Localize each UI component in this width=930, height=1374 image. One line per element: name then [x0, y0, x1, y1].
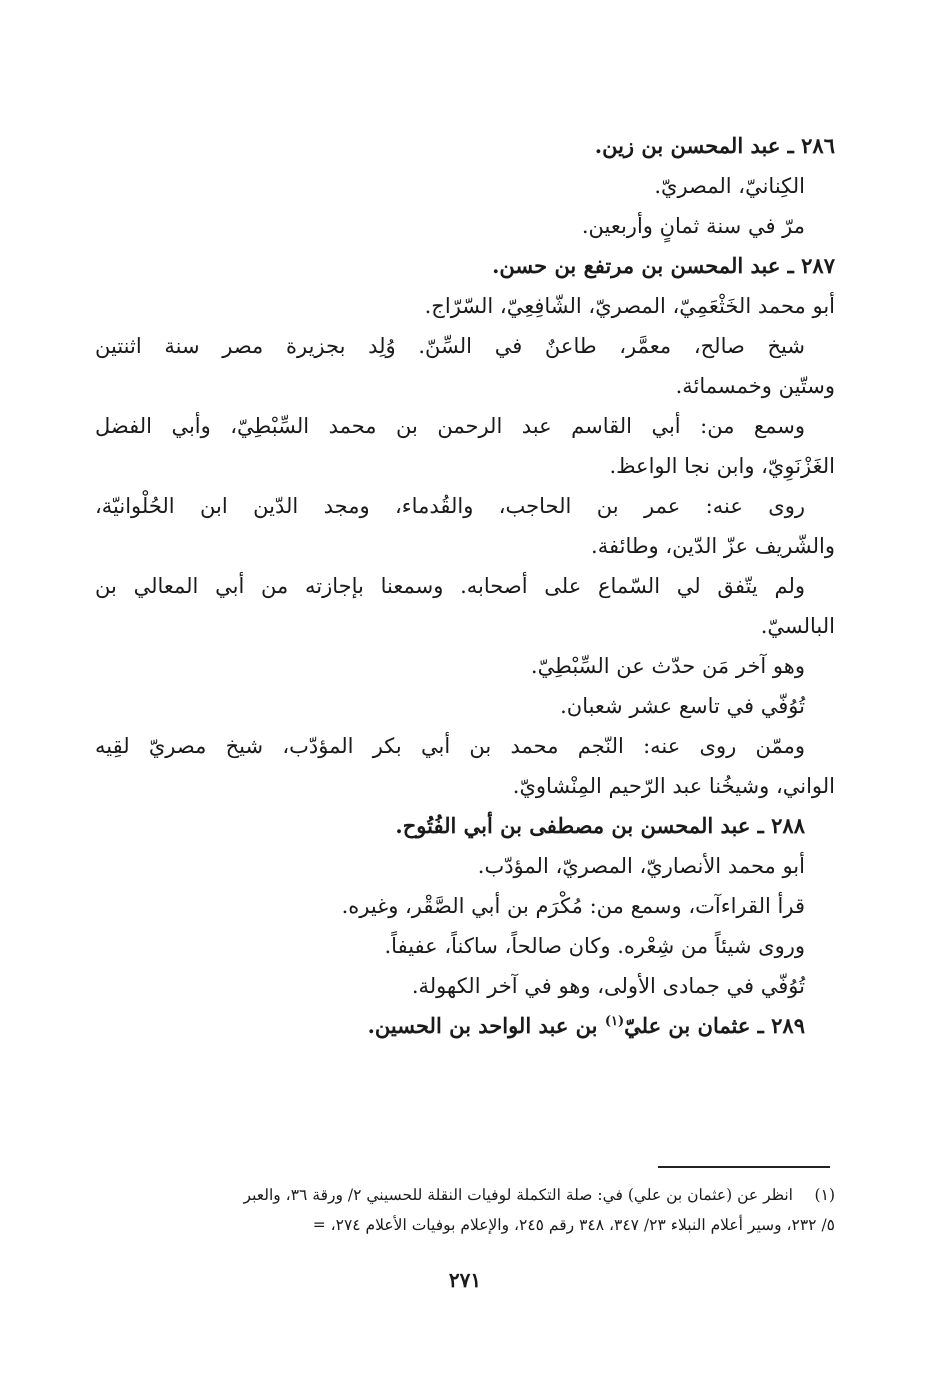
- text-line: أبو محمد الأنصاريّ، المصريّ، المؤدّب.: [477, 854, 805, 878]
- entry-286-heading: ٢٨٦ ـ عبد المحسن بن زين.: [594, 133, 835, 158]
- text-line: قرأ القراءآت، وسمع من: مُكْرَم بن أبي الصَّقْر، وغيره.: [341, 894, 805, 918]
- footnote-separator: [658, 1166, 830, 1168]
- text-line: شيخ صالح، معمَّر، طاعنٌ في السِّنّ. وُلِد بجزيرة مصر سنة اثنتين: [95, 334, 805, 358]
- footnotes: [95, 1180, 835, 1240]
- page-number: ٢٧١: [448, 1268, 482, 1292]
- footnote-line: [95, 1180, 835, 1210]
- entry-288-heading: ٢٨٨ ـ عبد المحسن بن مصطفى بن أبي الفُتُوح.: [395, 813, 805, 838]
- text-line: والشّريف عزّ الدّين، وطائفة.: [591, 534, 835, 558]
- footnote-text: انظر عن (عثمان بن علي) في: صلة التكملة لوفيات النقلة للحسيني ٢/ ورقة ٣٦، والعبر: [243, 1186, 793, 1204]
- text-line: أبو محمد الخَثْعَمِيّ، المصريّ، الشّافِعِيّ، السّرّاج.: [424, 294, 835, 318]
- text-line: مرّ في سنة ثمانٍ وأربعين.: [581, 214, 805, 238]
- text-line: وستّين وخمسمائة.: [675, 374, 835, 398]
- text-line: ولم يتّفق لي السّماع على أصحابه. وسمعنا بإجازته من أبي المعالي بن: [95, 574, 805, 598]
- text-line: روى عنه: عمر بن الحاجب، والقُدماء، ومجد الدّين ابن الحُلْوانيّة،: [95, 494, 805, 518]
- text-line: وممّن روى عنه: النّجم محمد بن أبي بكر المؤدّب، شيخ مصريّ لقِيه: [95, 734, 805, 758]
- text-line: البالسيّ.: [760, 614, 835, 638]
- entry-289-title-end: بن عبد الواحد بن الحسين.: [367, 1013, 605, 1038]
- entry-289-heading: [95, 1006, 835, 1046]
- text-line: وسمع من: أبي القاسم عبد الرحمن بن محمد السِّبْطِيّ، وأبي الفضل: [95, 414, 805, 438]
- text-line: تُوُفّي في تاسع عشر شعبان.: [560, 694, 805, 718]
- footnote-reference[interactable]: (١): [604, 1014, 625, 1029]
- footnote-marker: (١): [814, 1186, 835, 1204]
- entry-287-heading: ٢٨٧ ـ عبد المحسن بن مرتفع بن حسن.: [492, 253, 835, 278]
- text-line: الواني، وشيخُنا عبد الرّحيم المِنْشاويّ.: [512, 774, 835, 798]
- text-line: وروى شيئاً من شِعْره. وكان صالحاً، ساكناً، عفيفاً.: [384, 934, 805, 958]
- entry-289-title-start: ٢٨٩ ـ عثمان بن عليّ: [624, 1013, 805, 1038]
- main-text: [95, 126, 835, 1046]
- text-line: الكِنانيّ، المصريّ.: [654, 174, 805, 198]
- text-line: الغَزْنَوِيّ، وابن نجا الواعظ.: [609, 454, 835, 478]
- footnote-line: ٥/ ٢٣٢، وسير أعلام النبلاء ٢٣/ ٣٤٧، ٣٤٨ رقم ٢٤٥، والإعلام بوفيات الأعلام ٢٧٤، =: [312, 1216, 835, 1234]
- text-line: وهو آخر مَن حدّث عن السِّبْطِيّ.: [530, 654, 805, 678]
- text-line: تُوُفّي في جمادى الأولى، وهو في آخر الكهولة.: [411, 974, 805, 998]
